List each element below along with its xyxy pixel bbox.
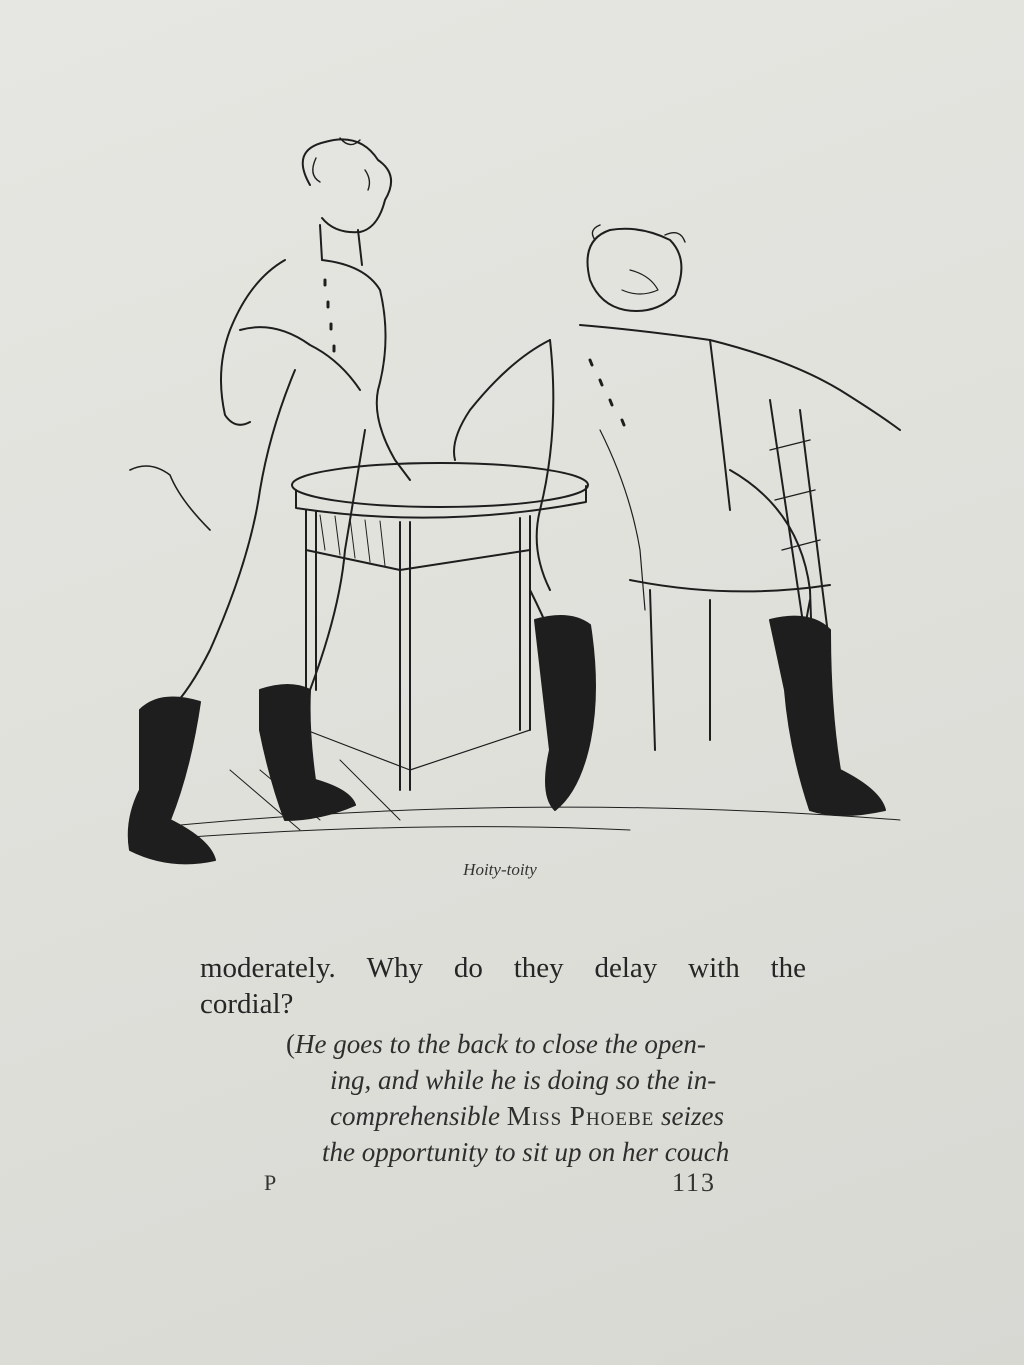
stage-text: seizes	[654, 1101, 725, 1131]
word: Why	[366, 952, 424, 984]
word: do	[453, 952, 483, 984]
stage-direction-line-3	[330, 1098, 724, 1134]
character-name: Miss Phoebe	[506, 1101, 655, 1131]
stage-direction-line-1	[286, 1026, 706, 1062]
page-number: 113	[672, 1168, 717, 1197]
word: delay	[594, 952, 658, 984]
body-text-line-2: cordial?	[200, 988, 294, 1020]
body-text-line-1	[200, 950, 806, 986]
pen-drawing-two-soldiers	[110, 130, 910, 890]
signature-mark: P	[264, 1170, 277, 1195]
word: the	[770, 952, 806, 984]
word: with	[688, 952, 740, 984]
stage-text: comprehensible	[330, 1101, 507, 1131]
stage-direction-line-4: the opportunity to sit up on her couch	[322, 1137, 730, 1167]
illustration-hoity-toity	[110, 130, 910, 890]
open-parenthesis: (	[286, 1029, 295, 1059]
word: moderately.	[200, 952, 336, 984]
word: they	[513, 952, 564, 984]
illustration-caption: Hoity-toity	[463, 860, 537, 879]
stage-direction-line-2: ing, and while he is doing so the in-	[330, 1065, 717, 1095]
stage-text: He goes to the back to close the open-	[295, 1029, 706, 1059]
